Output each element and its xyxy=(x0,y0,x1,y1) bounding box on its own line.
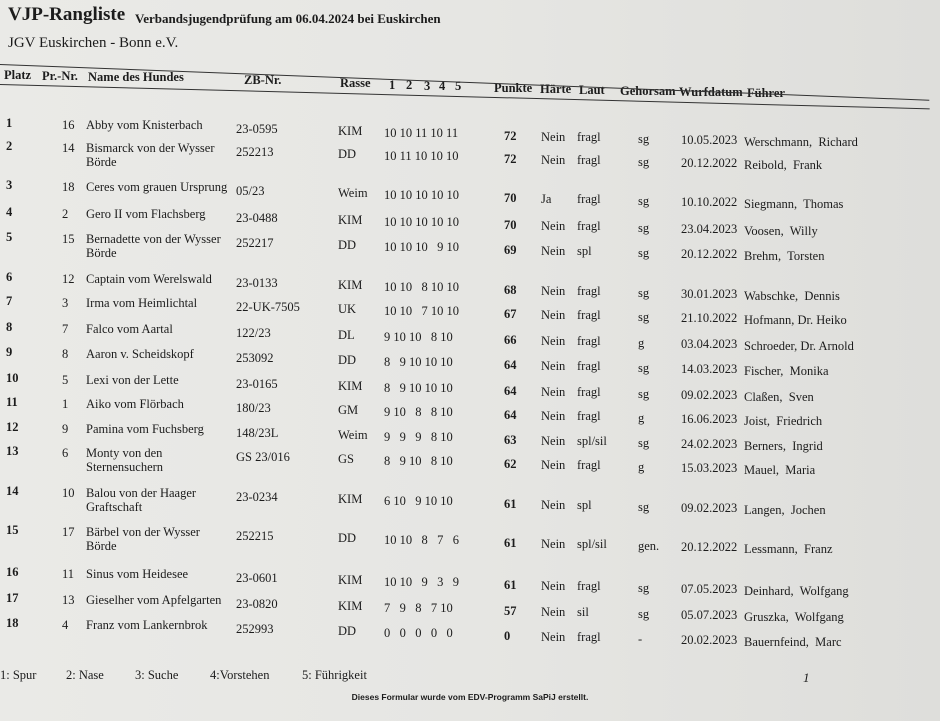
cell-prnr: 3 xyxy=(62,296,69,310)
cell-fuehrer: Langen, Jochen xyxy=(744,503,826,517)
cell-platz: 18 xyxy=(6,616,19,630)
cell-fuehrer: Schroeder, Dr. Arnold xyxy=(744,339,854,353)
cell-zb: 180/23 xyxy=(236,401,271,415)
dog-name-cont: Börde xyxy=(86,246,117,260)
cell-punkte: 72 xyxy=(504,129,517,143)
cell-scores: 9 10 8 8 10 xyxy=(384,405,453,419)
cell-name xyxy=(86,422,204,436)
dog-name: Balou von der Haager xyxy=(86,486,197,500)
dog-name-cont: Börde xyxy=(86,539,117,553)
cell-prnr: 8 xyxy=(62,347,69,361)
dog-name: Sinus vom Heidesee xyxy=(86,567,189,581)
cell-scores: 10 10 11 10 11 xyxy=(384,126,459,140)
cell-laut: fragl xyxy=(577,458,601,472)
cell-wurfdatum: 21.10.2022 xyxy=(681,311,738,325)
cell-zb: 252217 xyxy=(236,236,274,250)
cell-rasse: GS xyxy=(338,452,354,466)
cell-name xyxy=(86,232,221,260)
cell-laut: fragl xyxy=(577,130,601,144)
cell-punkte: 61 xyxy=(504,578,517,592)
club-name: JGV Euskirchen - Bonn e.V. xyxy=(8,35,179,51)
cell-scores: 10 10 8 10 10 xyxy=(384,280,459,294)
cell-name xyxy=(86,373,179,387)
cell-scores: 7 9 8 7 10 xyxy=(384,601,453,615)
cell-platz: 17 xyxy=(6,591,19,605)
cell-zb: 23-0820 xyxy=(236,597,278,611)
cell-name xyxy=(86,296,197,310)
col-haerte: Härte xyxy=(540,82,572,96)
col-punkte: Punkte xyxy=(494,81,533,95)
cell-gehorsam: - xyxy=(638,632,643,646)
cell-wurfdatum: 30.01.2023 xyxy=(681,287,738,301)
cell-wurfdatum: 20.12.2022 xyxy=(681,247,738,261)
cell-scores: 9 10 10 8 10 xyxy=(384,330,453,344)
cell-scores: 0 0 0 0 0 xyxy=(384,626,453,640)
cell-punkte: 70 xyxy=(504,191,517,205)
cell-scores: 8 9 10 8 10 xyxy=(384,454,453,468)
cell-laut: fragl xyxy=(577,385,601,399)
cell-haerte: Nein xyxy=(541,308,566,322)
cell-rasse: KIM xyxy=(338,492,363,506)
cell-haerte: Nein xyxy=(541,409,566,423)
cell-rasse: DD xyxy=(338,353,357,367)
cell-platz: 12 xyxy=(6,420,19,434)
cell-zb: 252213 xyxy=(236,145,274,159)
cell-rasse: Weim xyxy=(338,186,368,200)
cell-prnr: 15 xyxy=(62,232,75,246)
cell-haerte: Nein xyxy=(541,458,566,472)
dog-name-cont: Graftschaft xyxy=(86,500,143,514)
dog-name: Aiko vom Flörbach xyxy=(86,397,184,411)
cell-zb: 148/23L xyxy=(236,426,279,440)
cell-laut: fragl xyxy=(577,409,601,423)
cell-punkte: 62 xyxy=(504,457,517,471)
cell-gehorsam: sg xyxy=(638,361,650,375)
dog-name-cont: Börde xyxy=(86,155,117,169)
cell-prnr: 10 xyxy=(62,486,75,500)
col-wurfdatum: Wurfdatum xyxy=(679,85,743,99)
cell-gehorsam: g xyxy=(638,336,645,350)
col-5: 5 xyxy=(455,79,462,93)
cell-haerte: Nein xyxy=(541,385,566,399)
cell-platz: 6 xyxy=(6,270,13,284)
col-laut: Laut xyxy=(579,83,605,97)
cell-haerte: Nein xyxy=(541,244,566,258)
cell-fuehrer: Reibold, Frank xyxy=(744,158,823,172)
dog-name: Captain vom Werelswald xyxy=(86,272,212,286)
cell-gehorsam: sg xyxy=(638,286,650,300)
cell-laut: fragl xyxy=(577,284,601,298)
legend-item: 1: Spur xyxy=(0,668,37,682)
cell-scores: 10 10 10 9 10 xyxy=(384,240,459,254)
cell-prnr: 6 xyxy=(62,446,69,460)
legend-item: 4:Vorstehen xyxy=(210,668,270,682)
cell-gehorsam: g xyxy=(638,460,645,474)
cell-punkte: 61 xyxy=(504,497,517,511)
cell-zb: 23-0133 xyxy=(236,276,278,290)
cell-laut: fragl xyxy=(577,359,601,373)
cell-gehorsam: sg xyxy=(638,436,650,450)
cell-haerte: Nein xyxy=(541,219,566,233)
cell-scores: 10 10 7 10 10 xyxy=(384,304,459,318)
cell-zb: GS 23/016 xyxy=(236,450,290,464)
cell-rasse: DD xyxy=(338,624,357,638)
col-prnr: Pr.-Nr. xyxy=(42,69,78,83)
cell-platz: 7 xyxy=(6,294,13,308)
cell-wurfdatum: 24.02.2023 xyxy=(681,437,738,451)
cell-punkte: 67 xyxy=(504,307,517,321)
cell-fuehrer: Joist, Friedrich xyxy=(744,414,823,428)
cell-gehorsam: sg xyxy=(638,246,650,260)
cell-gehorsam: sg xyxy=(638,607,650,621)
cell-fuehrer: Wabschke, Dennis xyxy=(744,289,840,303)
cell-prnr: 5 xyxy=(62,373,69,387)
col-4: 4 xyxy=(439,79,446,93)
cell-laut: spl/sil xyxy=(577,434,607,448)
legend-item: 3: Suche xyxy=(135,668,179,682)
cell-gehorsam: sg xyxy=(638,581,650,595)
cell-fuehrer: Siegmann, Thomas xyxy=(744,197,844,211)
cell-haerte: Nein xyxy=(541,334,566,348)
cell-punkte: 72 xyxy=(504,152,517,166)
cell-fuehrer: Claßen, Sven xyxy=(744,390,814,404)
cell-wurfdatum: 14.03.2023 xyxy=(681,362,738,376)
cell-prnr: 4 xyxy=(62,618,69,632)
cell-fuehrer: Werschmann, Richard xyxy=(744,135,858,149)
cell-zb: 23-0488 xyxy=(236,211,278,225)
cell-scores: 6 10 9 10 10 xyxy=(384,494,453,508)
cell-laut: fragl xyxy=(577,579,601,593)
cell-prnr: 9 xyxy=(62,422,69,436)
cell-zb: 23-0234 xyxy=(236,490,278,504)
cell-rasse: UK xyxy=(338,302,357,316)
cell-haerte: Nein xyxy=(541,284,566,298)
cell-haerte: Nein xyxy=(541,434,566,448)
cell-name xyxy=(86,446,163,474)
cell-name xyxy=(86,593,221,607)
cell-platz: 9 xyxy=(6,345,13,359)
cell-punkte: 70 xyxy=(504,218,517,232)
cell-platz: 11 xyxy=(6,395,18,409)
cell-gehorsam: sg xyxy=(638,194,650,208)
col-2: 2 xyxy=(406,78,413,92)
cell-name xyxy=(86,141,215,169)
document-subtitle: Verbandsjugendprüfung am 06.04.2024 bei Euskirchen xyxy=(135,11,441,26)
cell-wurfdatum: 03.04.2023 xyxy=(681,337,738,351)
cell-laut: fragl xyxy=(577,630,601,644)
cell-prnr: 12 xyxy=(62,272,75,286)
cell-gehorsam: sg xyxy=(638,221,650,235)
cell-wurfdatum: 15.03.2023 xyxy=(681,461,738,475)
cell-name xyxy=(86,486,196,514)
cell-scores: 10 11 10 10 10 xyxy=(384,149,459,163)
cell-zb: 252215 xyxy=(236,529,274,543)
cell-wurfdatum: 23.04.2023 xyxy=(681,222,738,236)
dog-name: Ceres vom grauen Ursprung xyxy=(86,180,228,194)
cell-gehorsam: sg xyxy=(638,500,650,514)
cell-platz: 10 xyxy=(6,371,19,385)
cell-platz: 16 xyxy=(6,565,19,579)
cell-platz: 13 xyxy=(6,444,19,458)
cell-haerte: Nein xyxy=(541,498,566,512)
cell-punkte: 68 xyxy=(504,283,517,297)
cell-platz: 3 xyxy=(6,178,13,192)
cell-scores: 10 10 9 3 9 xyxy=(384,575,459,589)
footnote: Dieses Formular wurde vom EDV-Programm SaPiJ erstellt. xyxy=(351,692,589,702)
cell-rasse: KIM xyxy=(338,213,363,227)
cell-prnr: 14 xyxy=(62,141,75,155)
cell-zb: 253092 xyxy=(236,351,274,365)
cell-platz: 5 xyxy=(6,230,13,244)
cell-wurfdatum: 16.06.2023 xyxy=(681,412,738,426)
cell-wurfdatum: 20.02.2023 xyxy=(681,633,738,647)
cell-platz: 4 xyxy=(6,205,13,219)
cell-punkte: 66 xyxy=(504,333,517,347)
cell-punkte: 64 xyxy=(504,408,517,422)
cell-fuehrer: Brehm, Torsten xyxy=(744,249,825,263)
dog-name: Monty von den xyxy=(86,446,163,460)
cell-laut: sil xyxy=(577,605,589,619)
dog-name: Gero II vom Flachsberg xyxy=(86,207,206,221)
cell-haerte: Nein xyxy=(541,605,566,619)
cell-gehorsam: g xyxy=(638,411,645,425)
cell-rasse: GM xyxy=(338,403,359,417)
cell-wurfdatum: 10.05.2023 xyxy=(681,133,738,147)
col-platz: Platz xyxy=(4,68,32,82)
cell-haerte: Nein xyxy=(541,630,566,644)
cell-fuehrer: Berners, Ingrid xyxy=(744,439,823,453)
col-fuehrer: Führer xyxy=(747,86,785,100)
cell-punkte: 57 xyxy=(504,604,517,618)
cell-gehorsam: sg xyxy=(638,387,650,401)
cell-name xyxy=(86,347,194,361)
col-zb: ZB-Nr. xyxy=(244,73,282,87)
cell-platz: 14 xyxy=(6,484,19,498)
dog-name: Pamina vom Fuchsberg xyxy=(86,422,204,436)
cell-gehorsam: sg xyxy=(638,310,650,324)
cell-laut: fragl xyxy=(577,308,601,322)
cell-wurfdatum: 09.02.2023 xyxy=(681,501,738,515)
cell-laut: spl xyxy=(577,498,592,512)
cell-scores: 10 10 8 7 6 xyxy=(384,533,459,547)
cell-scores: 8 9 10 10 10 xyxy=(384,355,453,369)
cell-wurfdatum: 20.12.2022 xyxy=(681,156,738,170)
cell-wurfdatum: 07.05.2023 xyxy=(681,582,738,596)
cell-haerte: Ja xyxy=(541,192,552,206)
col-1: 1 xyxy=(389,78,396,92)
cell-gehorsam: gen. xyxy=(638,539,660,553)
col-name: Name des Hundes xyxy=(88,70,184,84)
col-3: 3 xyxy=(424,79,431,93)
cell-rasse: DL xyxy=(338,328,355,342)
cell-gehorsam: sg xyxy=(638,155,650,169)
cell-fuehrer: Hofmann, Dr. Heiko xyxy=(744,313,847,327)
col-rasse: Rasse xyxy=(340,76,371,90)
cell-rasse: Weim xyxy=(338,428,368,442)
cell-haerte: Nein xyxy=(541,579,566,593)
cell-punkte: 69 xyxy=(504,243,517,257)
cell-scores: 9 9 9 8 10 xyxy=(384,430,453,444)
legend-item: 2: Nase xyxy=(66,668,104,682)
dog-name: Lexi von der Lette xyxy=(86,373,179,387)
document-title: VJP-Rangliste xyxy=(8,4,126,25)
cell-rasse: KIM xyxy=(338,124,363,138)
cell-wurfdatum: 09.02.2023 xyxy=(681,388,738,402)
cell-zb: 23-0165 xyxy=(236,377,278,391)
cell-haerte: Nein xyxy=(541,153,566,167)
dog-name: Irma vom Heimlichtal xyxy=(86,296,198,310)
cell-punkte: 64 xyxy=(504,358,517,372)
cell-haerte: Nein xyxy=(541,130,566,144)
cell-zb: 252993 xyxy=(236,622,274,636)
cell-laut: fragl xyxy=(577,334,601,348)
cell-fuehrer: Gruszka, Wolfgang xyxy=(744,610,844,624)
cell-name xyxy=(86,525,200,553)
cell-scores: 10 10 10 10 10 xyxy=(384,188,459,202)
cell-zb: 05/23 xyxy=(236,184,265,198)
legend-item: 5: Führigkeit xyxy=(302,668,367,682)
cell-name xyxy=(86,397,184,411)
cell-punkte: 63 xyxy=(504,433,517,447)
cell-prnr: 13 xyxy=(62,593,75,607)
cell-name xyxy=(86,272,212,286)
cell-name xyxy=(86,567,188,581)
cell-punkte: 64 xyxy=(504,384,517,398)
cell-platz: 2 xyxy=(6,139,13,153)
cell-zb: 23-0595 xyxy=(236,122,278,136)
dog-name: Bismarck von der Wysser xyxy=(86,141,215,155)
cell-platz: 8 xyxy=(6,320,13,334)
cell-gehorsam: sg xyxy=(638,132,650,146)
cell-rasse: DD xyxy=(338,531,357,545)
cell-rasse: DD xyxy=(338,238,357,252)
cell-name xyxy=(86,118,203,132)
cell-punkte: 61 xyxy=(504,536,517,550)
cell-rasse: DD xyxy=(338,147,357,161)
page-number: 1 xyxy=(803,670,810,685)
cell-prnr: 18 xyxy=(62,180,75,194)
cell-rasse: KIM xyxy=(338,599,363,613)
col-gehorsam: Gehorsam xyxy=(620,84,676,98)
cell-name xyxy=(86,618,208,632)
cell-fuehrer: Lessmann, Franz xyxy=(744,542,833,556)
cell-fuehrer: Deinhard, Wolfgang xyxy=(744,584,849,598)
cell-wurfdatum: 05.07.2023 xyxy=(681,608,738,622)
cell-prnr: 7 xyxy=(62,322,69,336)
dog-name: Bernadette von der Wysser xyxy=(86,232,221,246)
cell-fuehrer: Bauernfeind, Marc xyxy=(744,635,842,649)
cell-laut: fragl xyxy=(577,219,601,233)
dog-name: Gieselher vom Apfelgarten xyxy=(86,593,222,607)
cell-fuehrer: Mauel, Maria xyxy=(744,463,816,477)
cell-laut: spl/sil xyxy=(577,537,607,551)
cell-name xyxy=(86,180,227,194)
cell-prnr: 1 xyxy=(62,397,69,411)
dog-name: Abby vom Knisterbach xyxy=(86,118,203,132)
cell-haerte: Nein xyxy=(541,537,566,551)
cell-scores: 10 10 10 10 10 xyxy=(384,215,459,229)
cell-wurfdatum: 10.10.2022 xyxy=(681,195,738,209)
cell-platz: 15 xyxy=(6,523,19,537)
cell-scores: 8 9 10 10 10 xyxy=(384,381,453,395)
cell-rasse: KIM xyxy=(338,379,363,393)
cell-haerte: Nein xyxy=(541,359,566,373)
cell-zb: 23-0601 xyxy=(236,571,278,585)
cell-rasse: KIM xyxy=(338,573,363,587)
cell-name xyxy=(86,322,173,336)
cell-laut: spl xyxy=(577,244,592,258)
dog-name: Bärbel von der Wysser xyxy=(86,525,200,539)
cell-laut: fragl xyxy=(577,192,601,206)
header-rule-bottom xyxy=(0,84,930,109)
cell-laut: fragl xyxy=(577,153,601,167)
cell-zb: 22-UK-7505 xyxy=(236,300,300,314)
cell-name xyxy=(86,207,206,221)
cell-prnr: 2 xyxy=(62,207,69,221)
cell-prnr: 17 xyxy=(62,525,75,539)
dog-name: Aaron v. Scheidskopf xyxy=(86,347,194,361)
cell-platz: 1 xyxy=(6,116,13,130)
cell-prnr: 16 xyxy=(62,118,75,132)
dog-name: Franz vom Lankernbrok xyxy=(86,618,208,632)
cell-fuehrer: Fischer, Monika xyxy=(744,364,829,378)
cell-rasse: KIM xyxy=(338,278,363,292)
cell-zb: 122/23 xyxy=(236,326,271,340)
dog-name: Falco vom Aartal xyxy=(86,322,173,336)
dog-name-cont: Sternensuchern xyxy=(86,460,164,474)
cell-punkte: 0 xyxy=(504,629,511,643)
cell-wurfdatum: 20.12.2022 xyxy=(681,540,738,554)
cell-fuehrer: Voosen, Willy xyxy=(744,224,818,238)
cell-prnr: 11 xyxy=(62,567,75,581)
